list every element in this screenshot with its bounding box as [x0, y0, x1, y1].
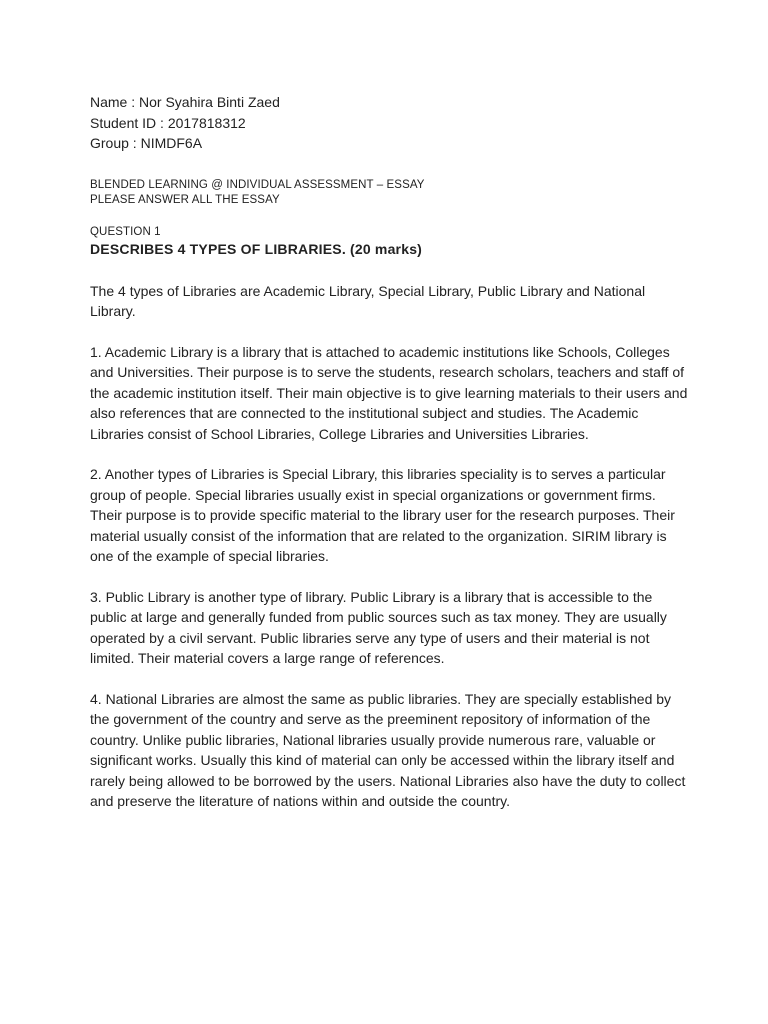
document-page [90, 92, 690, 812]
student-name: Name : Nor Syahira Binti Zaed [90, 94, 280, 110]
answer-point-academic: 1. Academic Library is a library that is attached to academic institutions like Schools, Colleges and Universities. Their purpose is to serve the students, research scholars, teachers and staff of the academic institution itself. Their main objective is to give learning materials to their users and also references that are connected to the institutional subject and studies. The Academic Libraries consist of School Libraries, College Libraries and Universities Libraries. [90, 343, 688, 442]
answer-point-national: 4. National Libraries are almost the same as public libraries. They are specially established by the government of the country and serve as the preeminent repository of information of the country. Unlike public libraries, National libraries usually provide numerous rare, valuable or significant works. Usually this kind of material can only be accessed within the library itself and rarely being allowed to be borrowed by the users. National Libraries also have the duty to collect and preserve the literature of nations within and outside the country. [90, 690, 686, 809]
question-header [90, 225, 690, 259]
student-id: Student ID : 2017818312 [90, 114, 246, 131]
assessment-instruction: PLEASE ANSWER ALL THE ESSAY [90, 193, 280, 206]
answer-point-special: 2. Another types of Libraries is Special Library, this libraries speciality is to serves a particular group of people. Special libraries usually exist in special organizations or government firms. Their purpose is to provide specific material to the library user for the research purposes. Their material usually consist of the information that are related to the organization. SIRIM library is one of the example of special libraries. [90, 466, 675, 564]
question-label: QUESTION 1 [90, 225, 161, 238]
student-group: Group : NIMDF6A [90, 135, 203, 151]
assessment-header [90, 178, 690, 208]
assessment-title: BLENDED LEARNING @ INDIVIDUAL ASSESSMENT – ESSAY [90, 178, 425, 191]
answer-intro: The 4 types of Libraries are Academic Library, Special Library, Public Library and National Library. [90, 282, 646, 319]
question-title: DESCRIBES 4 TYPES OF LIBRARIES. (20 marks) [90, 240, 423, 257]
answer-point-public: 3. Public Library is another type of library. Public Library is a library that is accessible to the public at large and generally funded from public sources such as tax money. They are usually operated by a civil servant. Public libraries serve any type of users and their material is not limited. Their material covers a large range of references. [90, 588, 667, 666]
student-info [90, 92, 690, 154]
